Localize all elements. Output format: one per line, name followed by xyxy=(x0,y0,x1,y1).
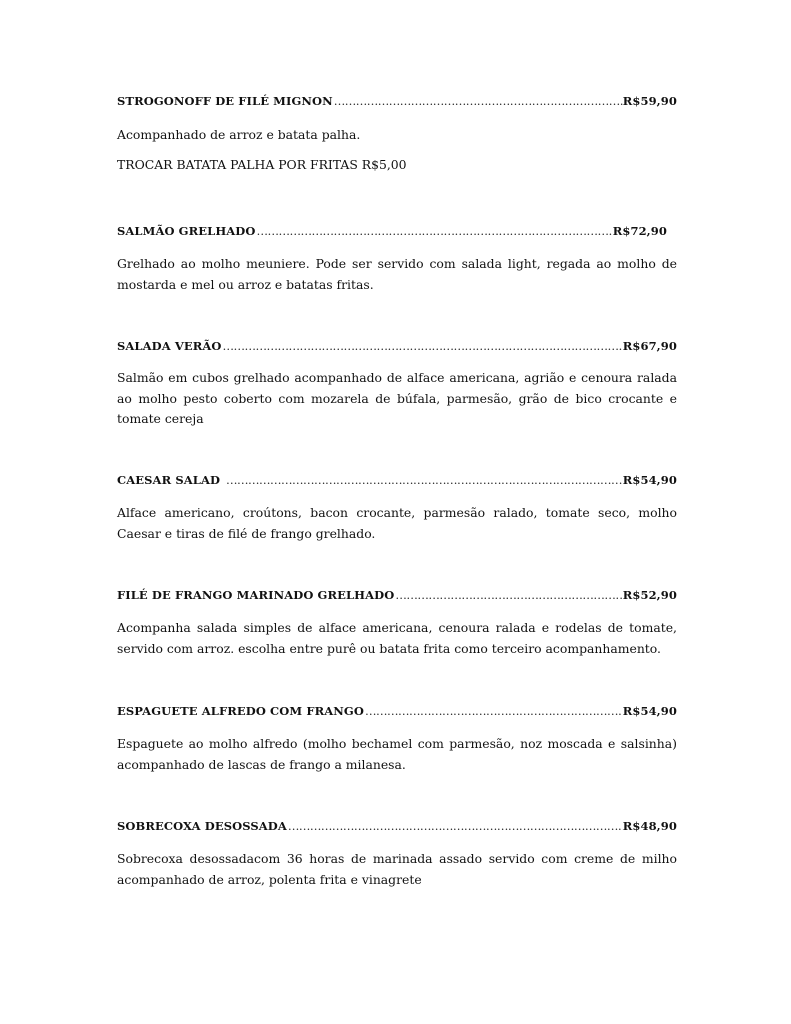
menu-item-description: Espaguete ao molho alfredo (molho bechamel com parmesão, noz moscada e salsinha) acompanhado de lascas de frango a milanesa. xyxy=(117,736,677,772)
menu-item-description: Salmão em cubos grelhado acompanhado de alface americana, agrião e cenoura ralada ao molho pesto coberto com mozarela de búfala, parmesão, grão de bico crocante e tomate cereja xyxy=(117,370,677,426)
menu-item-title-row xyxy=(117,704,677,718)
menu-item-title-row xyxy=(117,819,677,833)
menu-item-extra-option: TROCAR BATATA PALHA POR FRITAS R$5,00 xyxy=(117,156,407,172)
dot-leader xyxy=(333,94,623,108)
menu-item-price: R$72,90 xyxy=(612,224,667,238)
menu-item-title-row xyxy=(117,94,677,108)
menu-item-salmao-grelhado xyxy=(117,224,677,295)
menu-item-price: R$59,90 xyxy=(622,94,677,108)
dot-leader xyxy=(222,339,623,353)
menu-item-price: R$54,90 xyxy=(622,473,677,487)
dot-leader xyxy=(287,819,623,833)
menu-item-name: ESPAGUETE ALFREDO COM FRANGO xyxy=(117,704,364,718)
menu-item-description: Grelhado ao molho meuniere. Pode ser servido com salada light, regada ao molho de mostarda e mel ou arroz e batatas fritas. xyxy=(117,256,677,292)
menu-item-price: R$54,90 xyxy=(622,704,677,718)
menu-item-name: STROGONOFF DE FILÉ MIGNON xyxy=(117,94,333,108)
menu-item-title-row xyxy=(117,588,677,602)
menu-item-sobrecoxa xyxy=(117,819,677,890)
menu-item-description: Acompanha salada simples de alface americana, cenoura ralada e rodelas de tomate, servido com arroz. escolha entre purê ou batata frita como terceiro acompanhamento. xyxy=(117,620,677,656)
menu-item-name: SALMÃO GRELHADO xyxy=(117,224,256,238)
menu-item-name: FILÉ DE FRANGO MARINADO GRELHADO xyxy=(117,588,395,602)
dot-leader xyxy=(256,224,613,238)
menu-item-name: SALADA VERÃO xyxy=(117,339,222,353)
menu-item-strogonoff xyxy=(117,94,677,175)
dot-leader xyxy=(220,473,623,487)
menu-item-description: Sobrecoxa desossadacom 36 horas de marinada assado servido com creme de milho acompanhado de arroz, polenta frita e vinagrete xyxy=(117,851,677,887)
menu-item-description: Alface americano, croútons, bacon crocante, parmesão ralado, tomate seco, molho Caesar e tiras de filé de frango grelhado. xyxy=(117,505,677,541)
menu-item-description: Acompanhado de arroz e batata palha. xyxy=(117,127,361,142)
menu-item-title-row xyxy=(117,224,667,238)
menu-item-price: R$67,90 xyxy=(622,339,677,353)
menu-item-name: CAESAR SALAD xyxy=(117,473,221,487)
menu-item-title-row xyxy=(117,473,677,487)
dot-leader xyxy=(364,704,623,718)
menu-item-espaguete-alfredo xyxy=(117,704,677,775)
menu-item-name: SOBRECOXA DESOSSADA xyxy=(117,819,287,833)
menu-item-caesar-salad xyxy=(117,473,677,544)
menu-item-title-row xyxy=(117,339,677,353)
dot-leader xyxy=(394,588,622,602)
menu-item-salada-verao xyxy=(117,339,677,430)
menu-item-price: R$48,90 xyxy=(622,819,677,833)
menu-item-file-de-frango xyxy=(117,588,677,659)
menu-item-price: R$52,90 xyxy=(622,588,677,602)
